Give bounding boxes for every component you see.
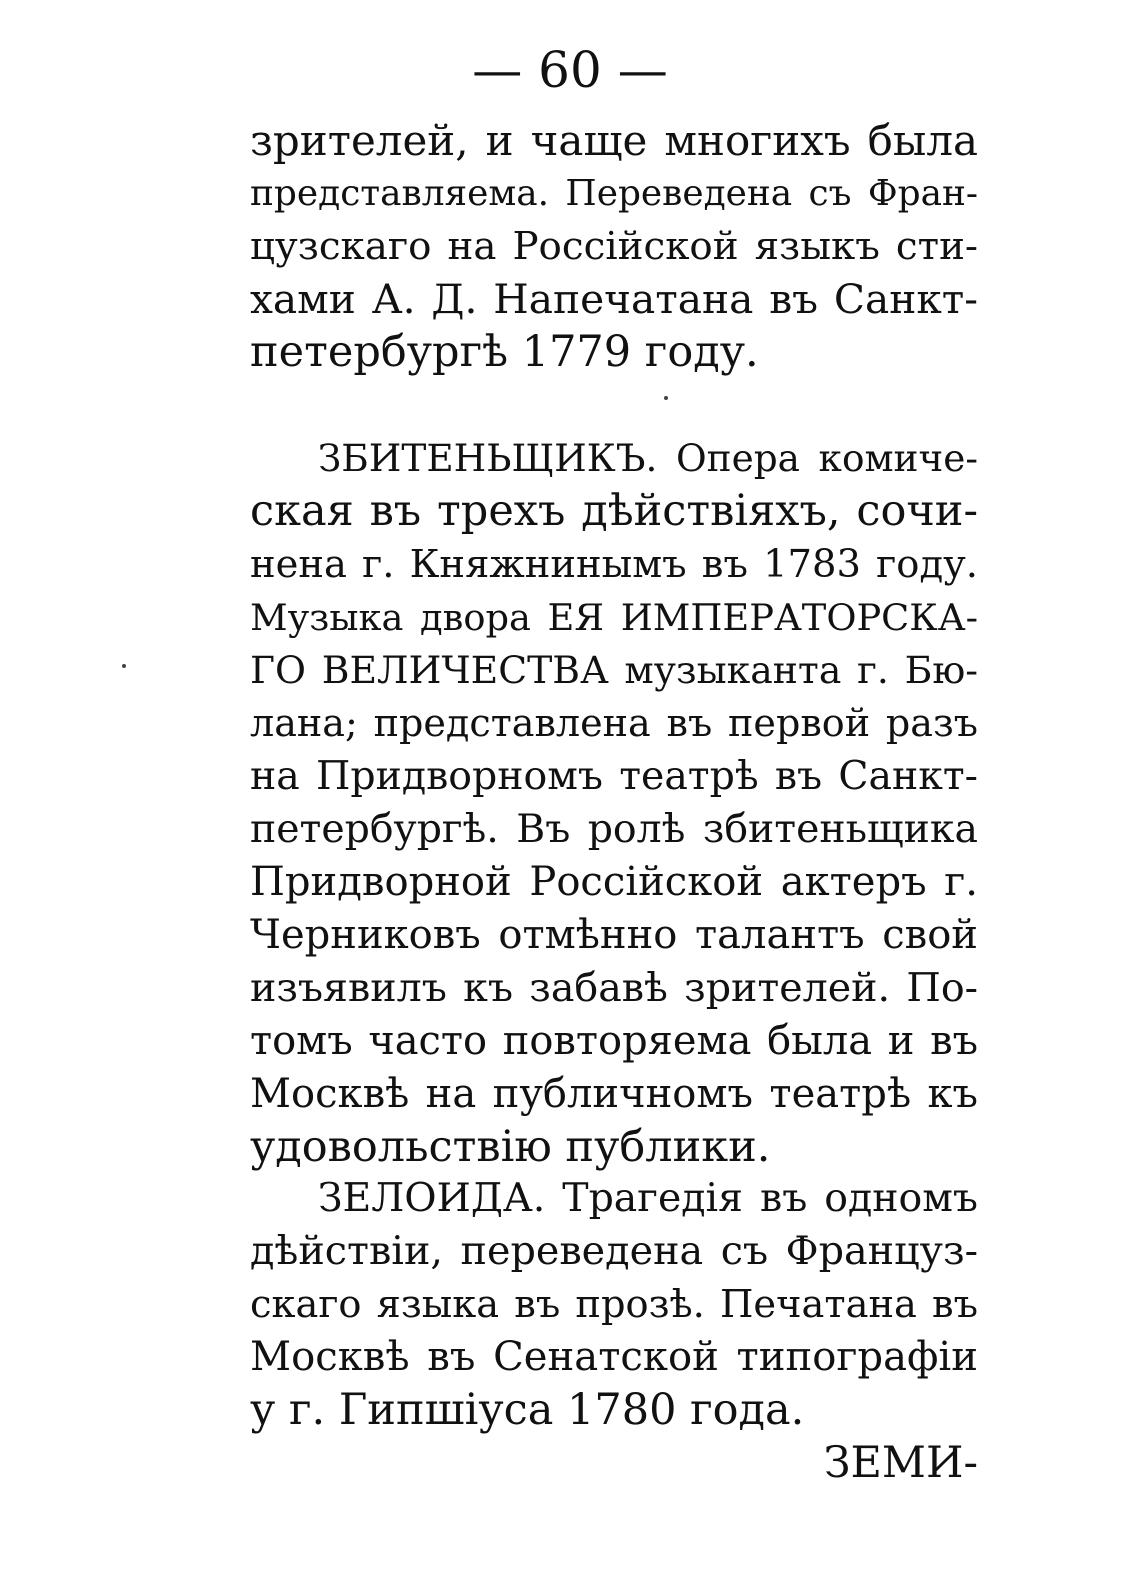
text-line: изъявилъ къ забавѣ зрителей. По- — [250, 965, 978, 1011]
ink-speck — [664, 396, 668, 400]
text-line: цузскаго на Россійской языкъ сти- — [250, 224, 978, 269]
page-number: — 60 — — [472, 41, 668, 99]
text-line: у г. Гипшіуса 1780 года. — [250, 1385, 805, 1435]
text-line: удовольствію публики. — [250, 1122, 771, 1172]
text-line: на Придворномъ театрѣ въ Санкт- — [250, 753, 978, 799]
text-line: петербургѣ 1779 году. — [250, 327, 759, 377]
text-line: петербургѣ. Въ ролѣ збитеньщика — [250, 806, 978, 852]
entry-heading-line: ЗБИТЕНЬЩИКЪ. Опера комиче- — [318, 436, 978, 480]
text-line: Москвѣ въ Сенатской типографіи — [250, 1334, 978, 1380]
text-line: ская въ трехъ дѣйствіяхъ, сочи- — [250, 486, 978, 536]
text-line: хами А. Д. Напечатана въ Санкт- — [250, 275, 978, 323]
text-line: Придворной Россійской актеръ г. — [250, 859, 978, 905]
entry-zeloida — [250, 1172, 978, 1437]
entry-heading-line: ЗЕЛОИДА. Трагедія въ одномъ — [318, 1175, 978, 1221]
catchword-block — [250, 1437, 978, 1490]
text-line: Музыка двора ЕЯ ИМПЕРАТОРСКА- — [250, 596, 978, 639]
text-line: нена г. Княжнинымъ въ 1783 году. — [250, 542, 978, 587]
catchword: ЗЕМИ- — [823, 1438, 978, 1488]
continuation-paragraph — [250, 114, 978, 379]
text-line: скаго языка въ прозѣ. Печатана въ — [250, 1282, 978, 1327]
text-line: ГО ВЕЛИЧЕСТВА музыканта г. Бю- — [250, 648, 978, 692]
text-line: Москвѣ на публичномъ театрѣ къ — [250, 1071, 978, 1117]
text-line: дѣйствіи, переведена съ Француз- — [250, 1228, 978, 1274]
ink-speck — [122, 664, 126, 668]
text-line: представляема. Переведена съ Фран- — [250, 173, 978, 214]
text-line: зрителей, и чаще многихъ была — [250, 116, 978, 165]
text-line: томъ часто повторяема была и въ — [250, 1018, 978, 1064]
text-line: Черниковъ отмѣнно талантъ свой — [250, 912, 978, 958]
entry-zbitenshchik — [250, 432, 978, 1174]
text-line: лана; представлена въ первой разъ — [250, 701, 978, 745]
